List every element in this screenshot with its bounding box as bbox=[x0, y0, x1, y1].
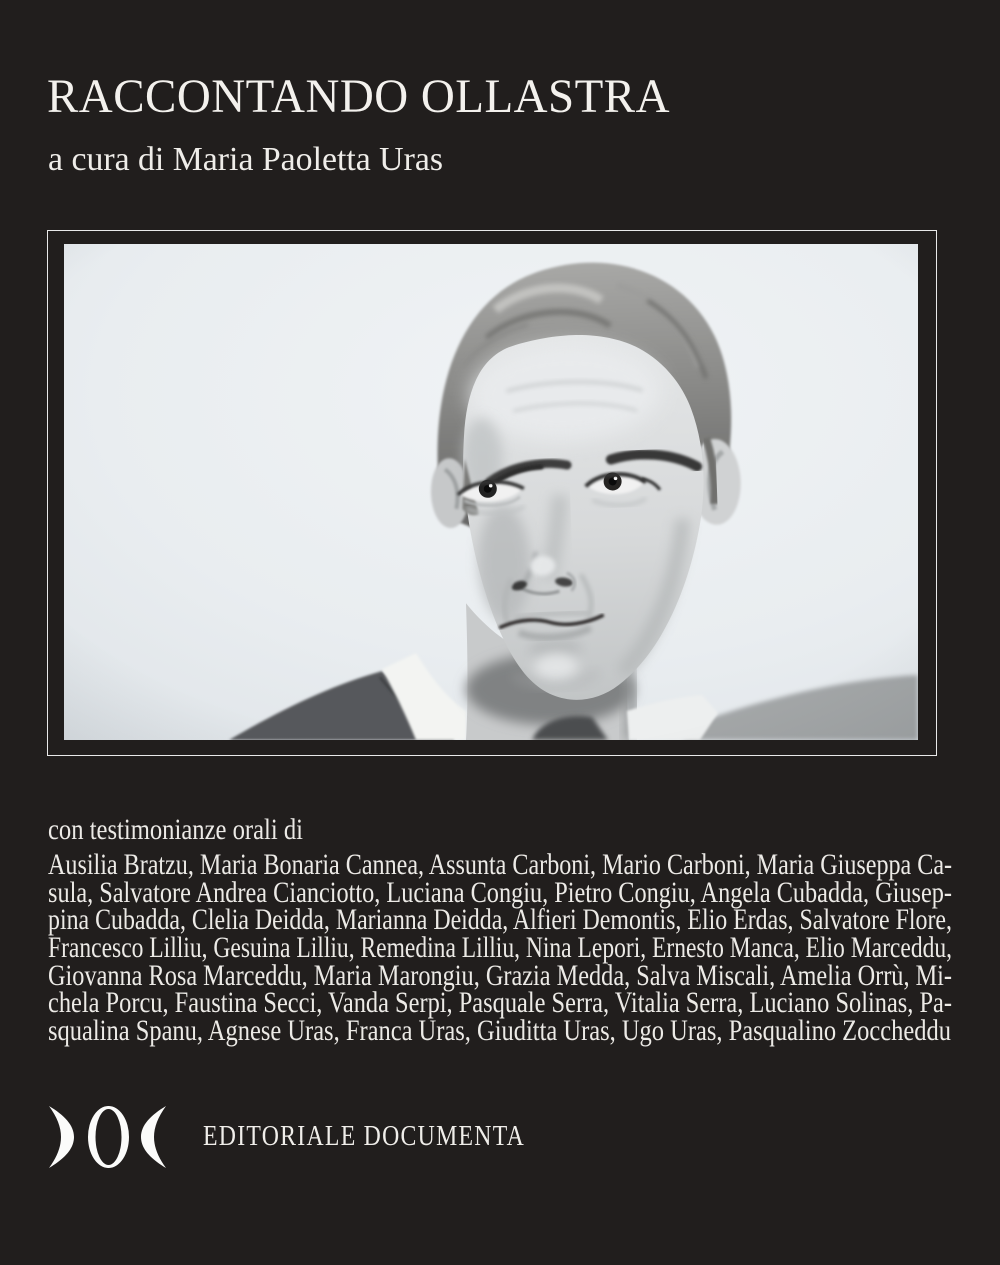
photo-frame bbox=[47, 230, 937, 756]
publisher-logo-doc-icon bbox=[47, 1106, 168, 1168]
contributors-list bbox=[48, 848, 953, 1048]
contributors-line: Ausilia Bratzu, Maria Bonaria Cannea, Assunta Carboni, Mario Carboni, Maria Giuseppa Ca- bbox=[48, 848, 953, 881]
contributors-line: sula, Salvatore Andrea Cianciotto, Luciana Congiu, Pietro Congiu, Angela Cubadda, Giusep- bbox=[48, 875, 952, 909]
contributors-line: Giovanna Rosa Marceddu, Maria Marongiu, Grazia Medda, Salva Miscali, Amelia Orrù, Mi- bbox=[48, 958, 953, 992]
publisher-name: EDITORIALE DOCUMENTA bbox=[203, 1121, 526, 1152]
portrait-illustration bbox=[64, 244, 918, 740]
contributors-line: chela Porcu, Faustina Secci, Vanda Serpi, Pasquale Serra, Vitalia Serra, Luciano Solinas, Pa- bbox=[48, 986, 953, 1020]
contributors-line: Francesco Lilliu, Gesuina Lilliu, Remedina Lilliu, Nina Lepori, Ernesto Manca, Elio Marceddu, bbox=[48, 931, 953, 965]
book-title: RACCONTANDO OLLASTRA bbox=[47, 70, 671, 123]
contributors-line: squalina Spanu, Agnese Uras, Franca Uras, Giuditta Uras, Ugo Uras, Pasqualino Zoccheddu bbox=[48, 1014, 951, 1048]
book-subtitle: a cura di Maria Paoletta Uras bbox=[48, 141, 443, 178]
contributors-line: pina Cubadda, Clelia Deidda, Marianna Deidda, Alfieri Demontis, Elio Erdas, Salvatore Flore, bbox=[48, 903, 953, 937]
credits-intro: con testimonianze orali di bbox=[48, 813, 304, 846]
portrait-photo bbox=[64, 244, 918, 740]
